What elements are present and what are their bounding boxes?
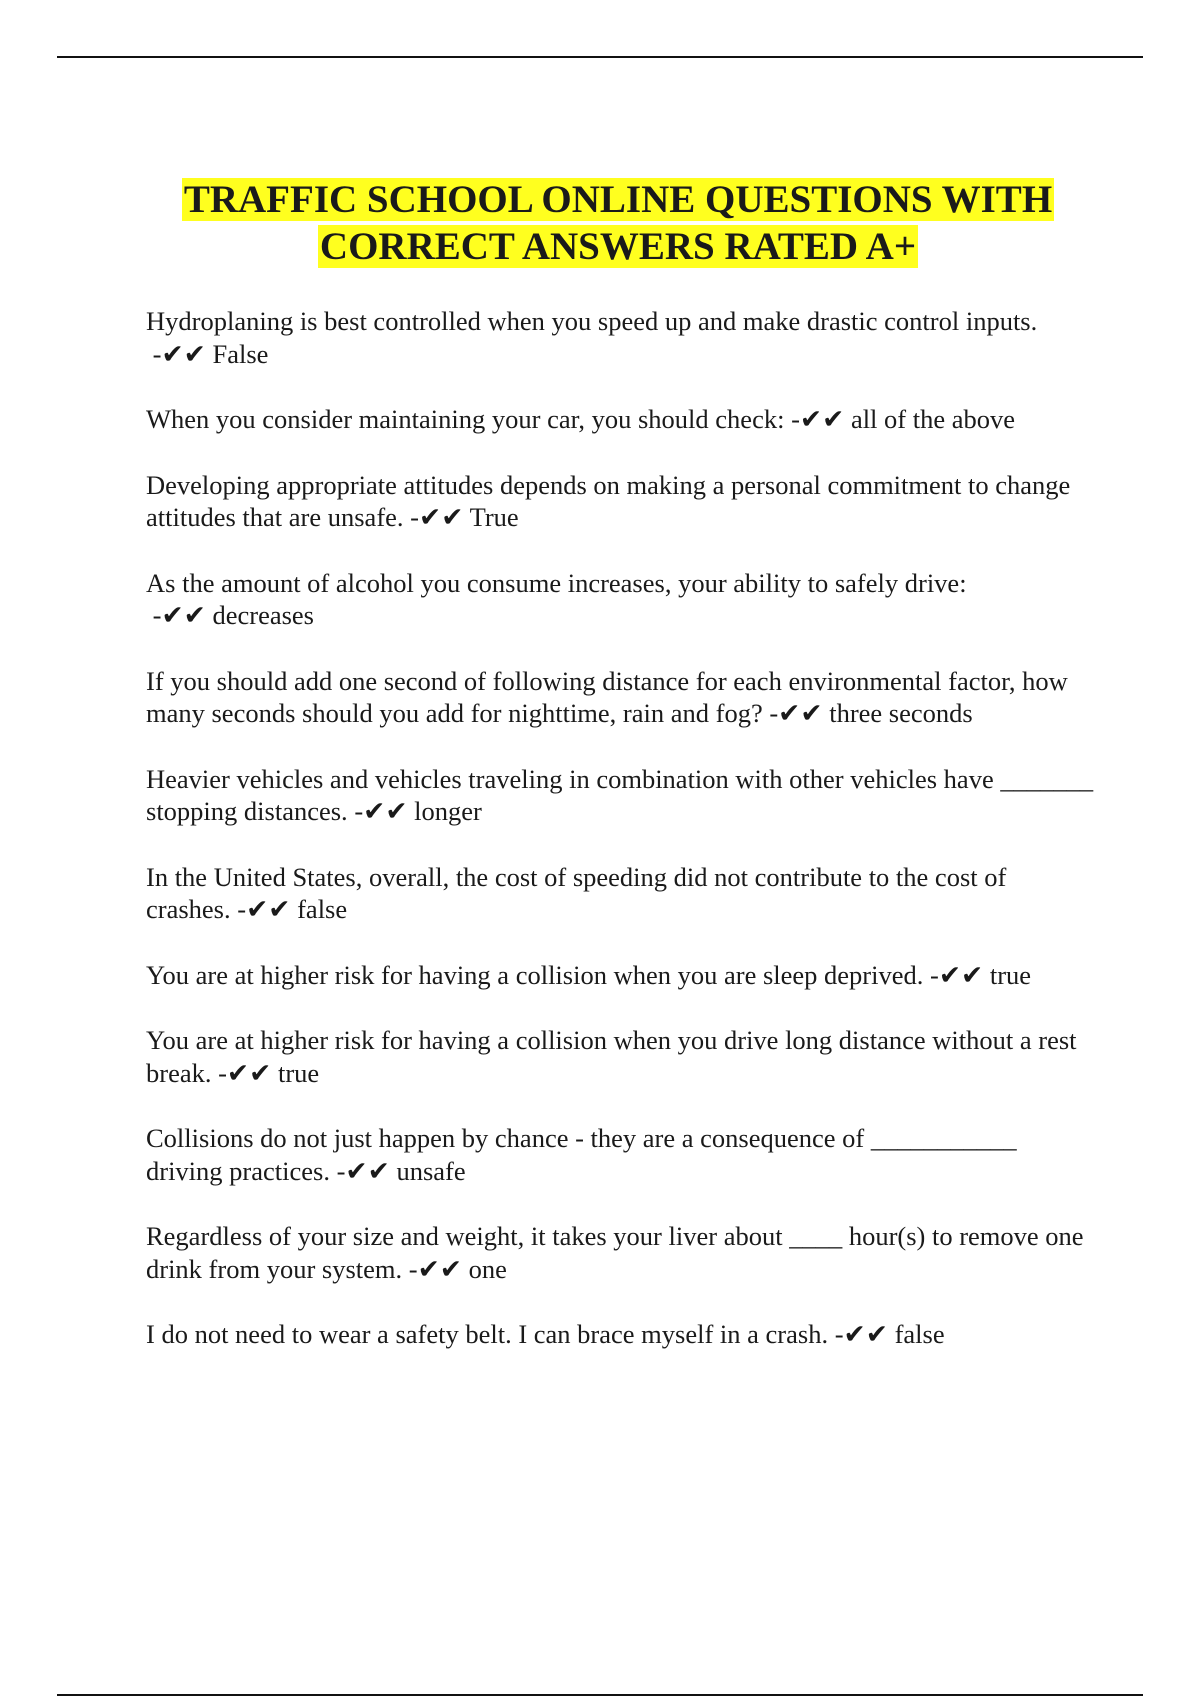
answer-separator: -✔✔ [828,1319,895,1349]
answer-separator: -✔✔ [402,1253,469,1284]
answer-text: true [989,959,1032,990]
qa-item [146,567,1096,632]
answer-separator: -✔✔ [762,698,830,728]
answer-separator: -✔✔ [146,338,213,369]
answer-text: decreases [212,600,314,630]
qa-item [146,469,1096,534]
qa-item [146,1122,1096,1187]
answer-text: longer [414,796,482,826]
answer-text: unsafe [396,1155,466,1186]
top-rule [57,56,1143,58]
question-text: Regardless of your size and weight, it takes your liver about ____ hour(s) to remove one drink from your system. [146,1221,1084,1284]
answer-text: false [297,894,348,924]
answer-separator: -✔✔ [784,404,851,434]
qa-item [146,1220,1096,1285]
qa-item [146,403,1096,436]
title-line-2: CORRECT ANSWERS RATED A+ [319,225,917,268]
question-text: When you consider maintaining your car, you should check: [146,404,785,434]
answer-separator: -✔✔ [347,796,415,826]
qa-list [146,305,1096,1384]
qa-item [146,959,1096,992]
qa-item [146,1024,1096,1089]
answer-separator: -✔✔ [146,600,213,630]
question-text: Collisions do not just happen by chance - they are a consequence of ___________ driving practices. [146,1123,1017,1186]
question-text: Hydroplaning is best controlled when you speed up and make drastic control inputs. [146,306,1038,336]
qa-item [146,665,1096,730]
answer-separator: -✔✔ [211,1057,278,1088]
answer-separator: -✔✔ [923,959,990,990]
question-text: Heavier vehicles and vehicles traveling in combination with other vehicles have _______ stopping distances. [146,763,1094,826]
qa-item [146,305,1096,370]
answer-separator: -✔✔ [230,894,298,924]
question-text: You are at higher risk for having a collision when you are sleep deprived. [146,959,924,990]
qa-item [146,1318,1096,1351]
qa-item [146,861,1096,926]
question-text: In the United States, overall, the cost of speeding did not contribute to the cost of crashes. [146,861,1007,924]
question-text: You are at higher risk for having a collision when you drive long distance without a rest break. [146,1025,1077,1088]
question-text: Developing appropriate attitudes depends on making a personal commitment to change attitudes that are unsafe. [146,469,1071,532]
answer-text: True [469,502,519,532]
qa-item [146,763,1096,828]
answer-text: false [894,1319,945,1349]
answer-text: all of the above [850,404,1016,434]
document-title [0,176,1200,270]
bottom-rule [57,1694,1143,1696]
question-text: As the amount of alcohol you consume increases, your ability to safely drive: [146,567,967,598]
question-text: I do not need to wear a safety belt. I can brace myself in a crash. [146,1319,829,1349]
answer-separator: -✔✔ [329,1155,397,1186]
answer-text: one [468,1253,507,1284]
title-line-1: TRAFFIC SCHOOL ONLINE QUESTIONS WITH [183,178,1053,221]
question-text: If you should add one second of following distance for each environmental factor, how many seconds should you add for nighttime, rain and fog? [146,665,1068,728]
answer-text: true [277,1057,320,1088]
answer-separator: -✔✔ [403,502,470,532]
answer-text: three seconds [829,698,973,728]
answer-text: False [212,338,269,369]
